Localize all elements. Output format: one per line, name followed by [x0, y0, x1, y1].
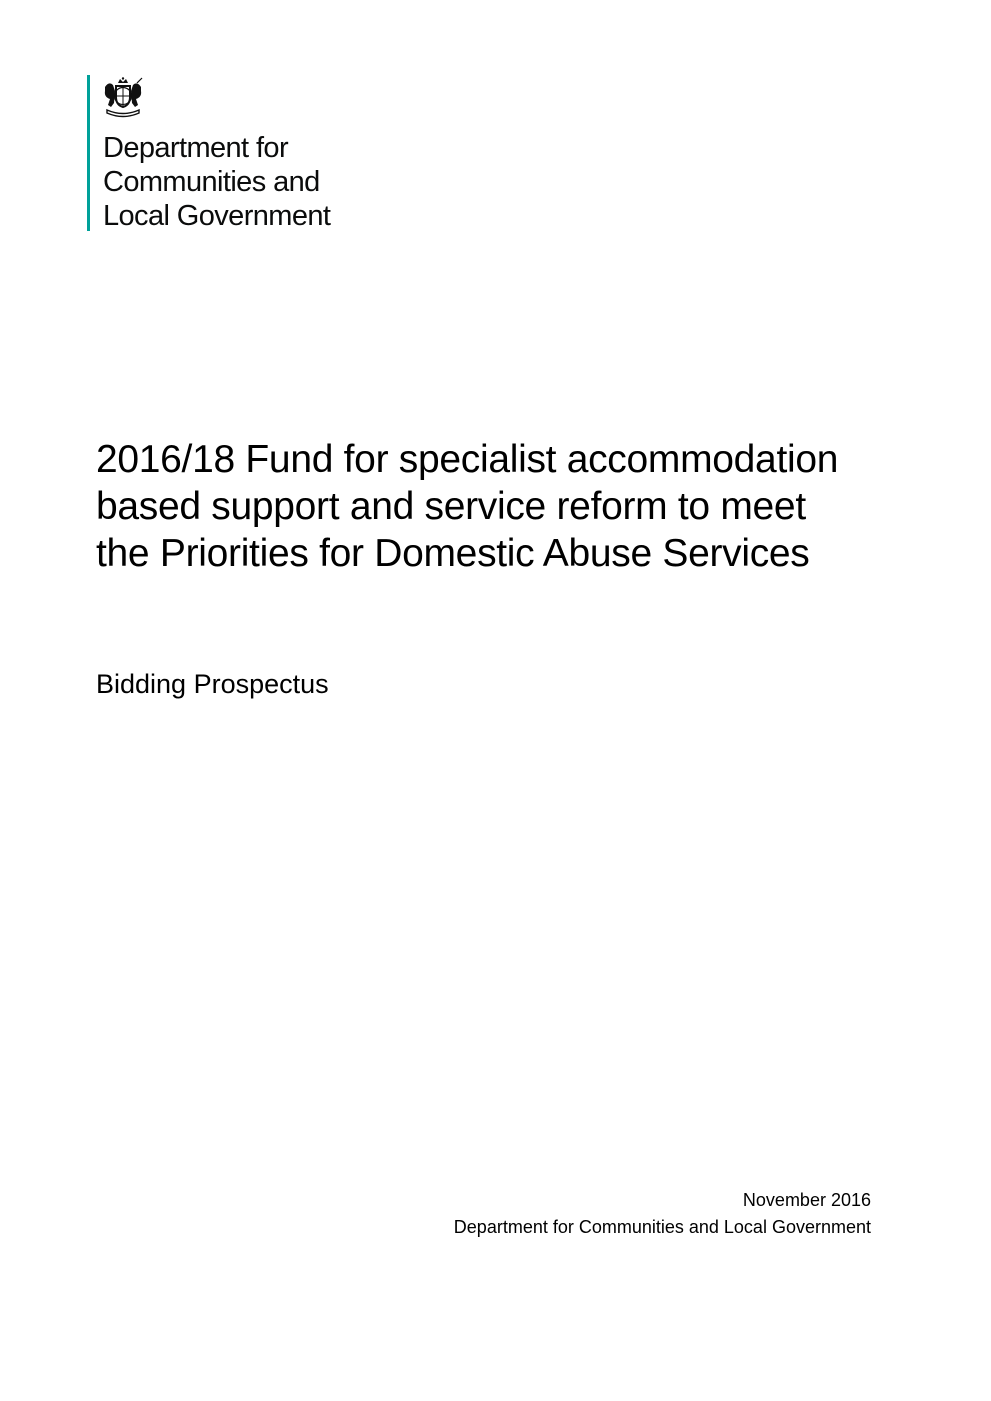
publication-date: November 2016 — [742, 1190, 871, 1210]
title-line-1: 2016/18 Fund for specialist accommodation — [96, 438, 839, 481]
royal-coat-of-arms-icon — [101, 77, 145, 119]
publisher-name: Department for Communities and Local Government — [453, 1217, 871, 1237]
title-line-2: based support and service reform to meet — [96, 485, 806, 528]
document-title — [96, 436, 916, 577]
title-line-3: the Priorities for Domestic Abuse Services — [96, 532, 810, 575]
logo-line-2: Communities and — [103, 166, 320, 198]
publication-footer — [454, 1187, 871, 1241]
logo-line-1: Department for — [103, 132, 289, 164]
document-subtitle: Bidding Prospectus — [96, 669, 329, 699]
logo-accent-bar — [87, 75, 90, 231]
logo-line-3: Local Government — [103, 200, 331, 232]
department-name — [103, 131, 330, 233]
